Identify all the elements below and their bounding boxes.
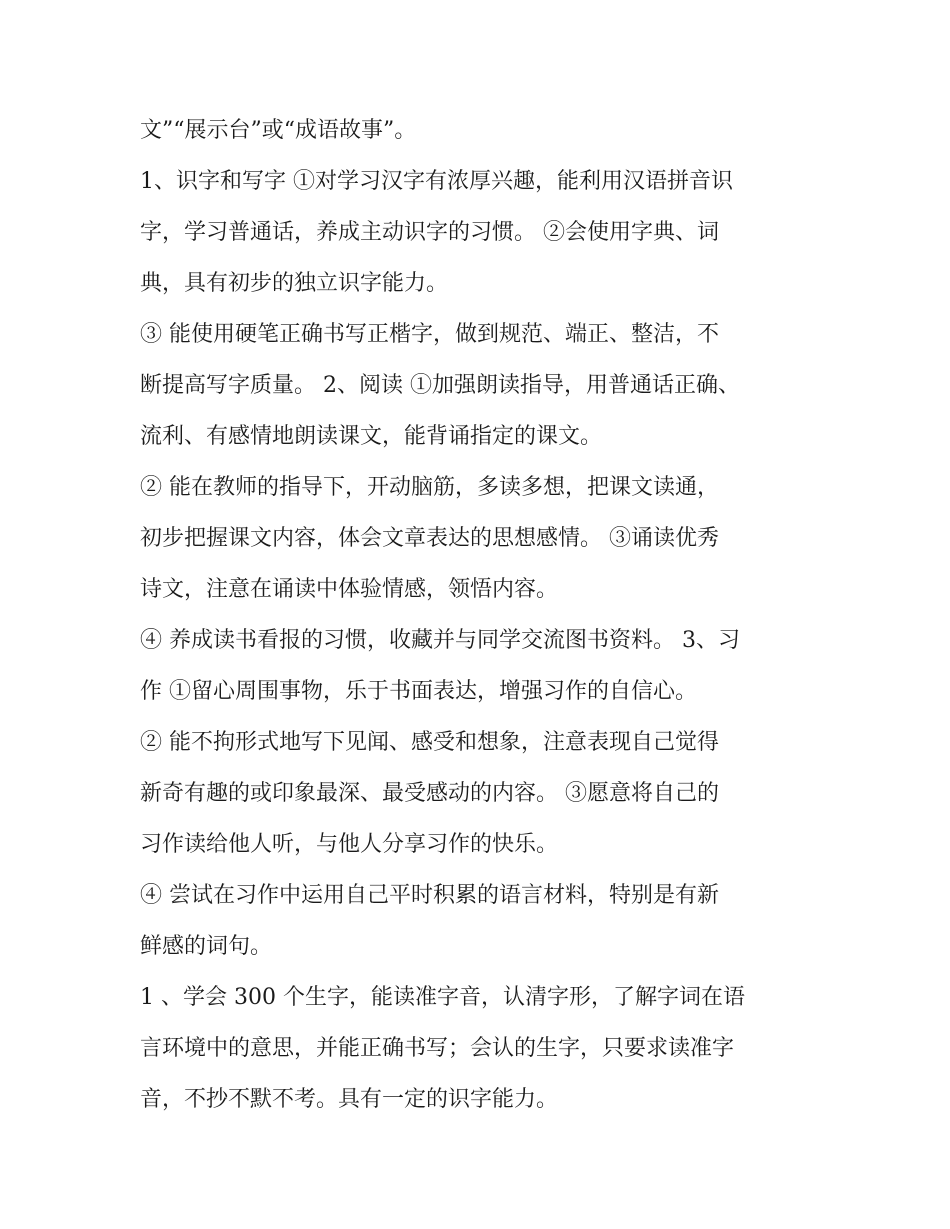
text-line: 字，学习普通话，养成主动识字的习惯。 ②会使用字典、词 [140,220,719,245]
text-line: ③ 能使用硬笔正确书写正楷字，做到规范、端正、整洁，不 [140,322,719,347]
text-line: 鲜感的词句。 [140,934,273,959]
text-line: 音，不抄不默不考。具有一定的识字能力。 [140,1087,559,1112]
text-line: 1 、学会 300 个生字，能读准字音，认清字形，了解字词在语 [140,985,745,1010]
text-line: ④ 尝试在习作中运用自己平时积累的语言材料，特别是有新 [140,883,719,908]
text-line: 新奇有趣的或印象最深、最受感动的内容。 ③愿意将自己的 [140,781,719,806]
text-line: ④ 养成读书看报的习惯，收藏并与同学交流图书资料。 3、习 [140,628,740,653]
text-line: ② 能在教师的指导下，开动脑筋，多读多想，把课文读通， [140,475,719,500]
text-line: 文”“展示台”或“成语故事”。 [140,118,417,143]
text-line: 断提高写字质量。 2、阅读 ①加强朗读指导，用普通话正确、 [140,373,740,398]
text-line: 诗文，注意在诵读中体验情感，领悟内容。 [140,577,559,602]
text-line: ② 能不拘形式地写下见闻、感受和想象，注意表现自己觉得 [140,730,719,755]
text-line: 作 ①留心周围事物，乐于书面表达，增强习作的自信心。 [140,679,697,704]
text-line: 习作读给他人听，与他人分享习作的快乐。 [140,832,559,857]
text-line: 初步把握课文内容，体会文章表达的思想感情。 ③诵读优秀 [140,526,719,551]
text-line: 1、识字和写字 ①对学习汉字有浓厚兴趣，能利用汉语拼音识 [140,169,733,194]
text-line: 典，具有初步的独立识字能力。 [140,271,449,296]
text-line: 言环境中的意思，并能正确书写；会认的生字，只要求读准字 [140,1036,735,1061]
text-line: 流利、有感情地朗读课文，能背诵指定的课文。 [140,424,603,449]
document-body [140,105,820,1125]
